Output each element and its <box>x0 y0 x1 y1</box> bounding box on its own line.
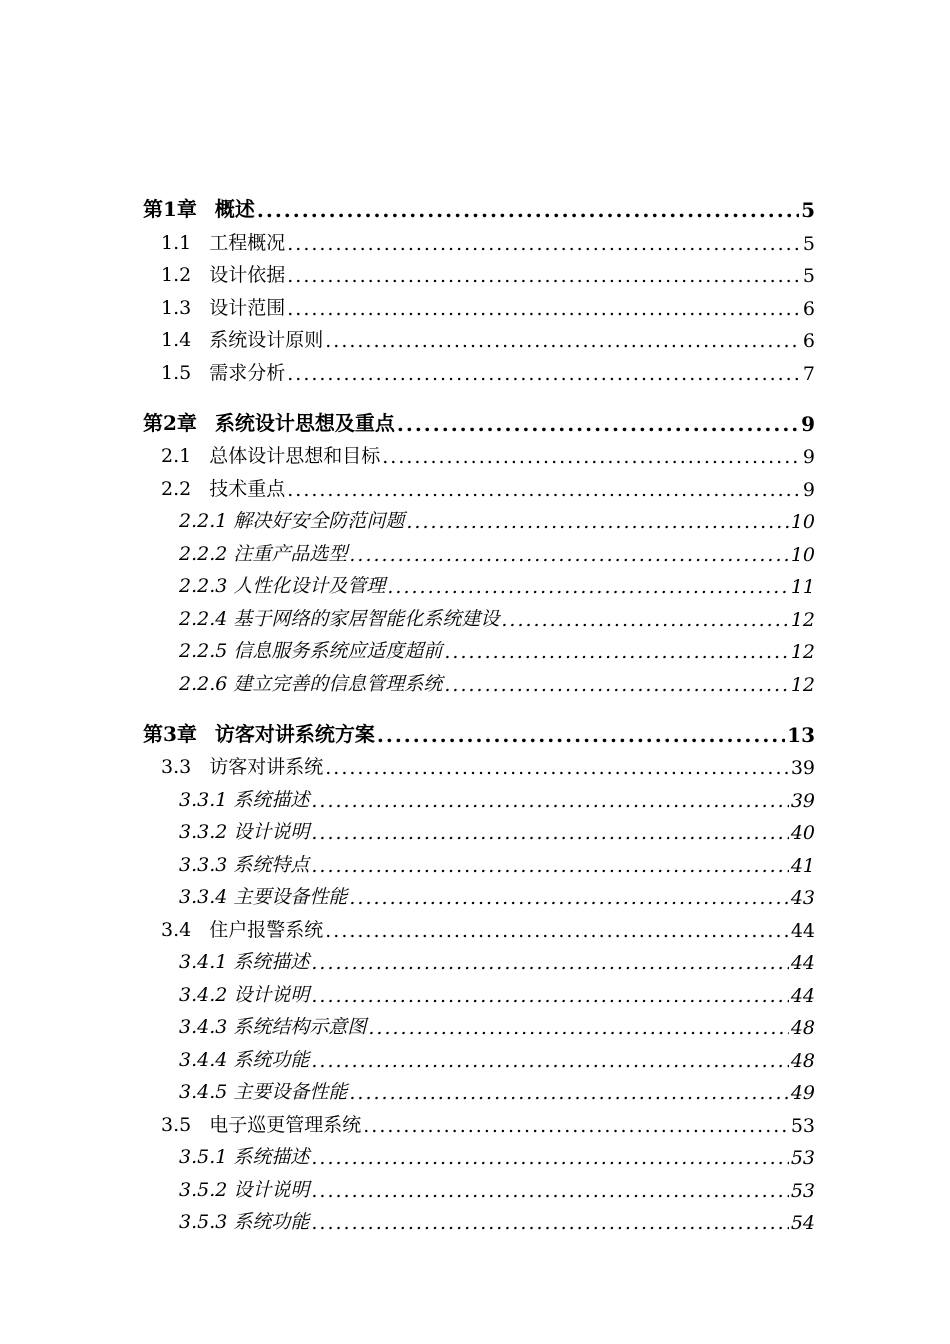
toc-entry-label <box>161 441 380 468</box>
toc-entry-page-number: 5 <box>802 232 815 255</box>
toc-entry-level-3[interactable] <box>143 533 815 566</box>
toc-entry-label <box>179 850 309 877</box>
toc-entry-page-number: 12 <box>790 608 815 631</box>
toc-entry-level-3[interactable] <box>143 942 815 975</box>
toc-entry-title: 系统功能 <box>233 1048 310 1071</box>
toc-entry-page-number: 9 <box>802 478 815 501</box>
toc-entry-level-3[interactable] <box>143 1007 815 1040</box>
dot-leader <box>382 446 801 468</box>
dot-leader <box>444 641 788 663</box>
dot-leader <box>349 1082 788 1104</box>
toc-entry-level-2[interactable] <box>143 255 815 288</box>
toc-entry-label <box>161 474 285 501</box>
toc-entry-number: 1.3 <box>161 296 192 319</box>
toc-entry-page-number: 44 <box>790 984 815 1007</box>
toc-entry-label <box>161 293 285 320</box>
toc-entry-number: 3.4.5 <box>179 1081 228 1103</box>
toc-entry-label <box>179 571 385 598</box>
toc-entry-label <box>161 260 285 287</box>
toc-entry-number: 2.2.1 <box>179 510 228 532</box>
toc-entry-label <box>161 228 285 255</box>
toc-entry-title: 工程概况 <box>209 231 286 254</box>
toc-entry-page-number: 53 <box>790 1114 815 1137</box>
toc-entry-level-3[interactable] <box>143 1039 815 1072</box>
toc-entry-page-number: 40 <box>790 822 815 844</box>
toc-entry-page-number: 6 <box>802 297 815 320</box>
toc-entry-label <box>179 882 347 909</box>
table-of-contents <box>143 175 815 1234</box>
dot-leader <box>311 952 788 974</box>
toc-entry-label <box>179 506 404 533</box>
toc-entry-number: 3.5.2 <box>179 1178 228 1201</box>
toc-entry-level-3[interactable] <box>143 663 815 696</box>
toc-entry-level-2[interactable] <box>143 436 815 469</box>
toc-entry-label <box>161 1110 361 1137</box>
toc-entry-level-3[interactable] <box>143 1137 815 1170</box>
dot-leader <box>257 198 799 222</box>
toc-entry-page-number: 39 <box>790 757 815 779</box>
toc-entry-number: 2.2 <box>161 477 192 500</box>
toc-entry-number: 2.2.2 <box>179 542 228 565</box>
toc-entry-title: 主要设备性能 <box>233 1081 348 1103</box>
toc-entry-title: 总体设计思想和目标 <box>209 445 381 467</box>
toc-entry-level-3[interactable] <box>143 877 815 910</box>
toc-entry-page-number: 5 <box>802 265 815 287</box>
toc-entry-title: 住户报警系统 <box>209 918 324 941</box>
dot-leader <box>311 855 788 877</box>
toc-entry-title: 信息服务系统应适度超前 <box>233 640 443 662</box>
toc-entry-number: 3.3.3 <box>179 853 228 876</box>
toc-entry-title: 建立完善的信息管理系统 <box>233 672 443 695</box>
toc-entry-number: 第1章 <box>143 197 197 221</box>
dot-leader <box>397 412 799 436</box>
toc-entry-page-number: 49 <box>790 1082 815 1104</box>
toc-entry-number: 1.5 <box>161 361 192 384</box>
toc-entry-title: 访客对讲系统 <box>209 756 324 778</box>
toc-entry-label <box>161 325 323 352</box>
dot-leader <box>406 511 788 533</box>
dot-leader <box>311 985 788 1007</box>
toc-entry-title: 解决好安全防范问题 <box>233 510 405 532</box>
toc-entry-title: 系统设计原则 <box>209 329 324 351</box>
toc-entry-label <box>143 193 255 222</box>
toc-entry-label <box>179 785 309 812</box>
toc-entry-level-3[interactable] <box>143 844 815 877</box>
toc-entry-number: 3.5.1 <box>179 1146 228 1168</box>
toc-entry-page-number: 12 <box>790 673 815 696</box>
toc-entry-level-3[interactable] <box>143 1072 815 1105</box>
toc-entry-label <box>179 604 499 631</box>
toc-entry-title: 设计范围 <box>209 296 286 319</box>
toc-entry-label <box>161 752 323 779</box>
dot-leader <box>287 233 801 255</box>
dot-leader <box>287 363 801 385</box>
toc-entry-number: 2.2.4 <box>179 607 228 630</box>
toc-entry-title: 主要设备性能 <box>233 886 348 908</box>
toc-entry-level-2[interactable] <box>143 909 815 942</box>
toc-entry-page-number: 7 <box>802 362 815 385</box>
dot-leader <box>311 822 788 844</box>
toc-entry-title: 系统功能 <box>233 1211 310 1233</box>
toc-entry-number: 1.2 <box>161 264 192 286</box>
toc-entry-level-1[interactable] <box>143 175 815 222</box>
toc-entry-page-number: 5 <box>801 198 815 222</box>
toc-entry-level-2[interactable] <box>143 747 815 780</box>
toc-entry-label <box>179 539 347 566</box>
toc-entry-number: 3.4.1 <box>179 951 228 973</box>
toc-entry-title: 系统描述 <box>233 788 310 811</box>
dot-leader <box>363 1115 789 1137</box>
toc-entry-level-3[interactable] <box>143 779 815 812</box>
toc-entry-title: 技术重点 <box>209 477 286 500</box>
toc-entry-level-3[interactable] <box>143 631 815 664</box>
toc-entry-level-2[interactable] <box>143 352 815 385</box>
toc-entry-label <box>179 817 309 844</box>
dot-leader <box>325 920 789 942</box>
toc-entry-page-number: 10 <box>790 543 815 566</box>
toc-entry-title: 电子巡更管理系统 <box>209 1113 362 1136</box>
toc-entry-number: 3.3 <box>161 756 192 778</box>
toc-entry-number: 1.1 <box>161 231 192 254</box>
toc-entry-number: 3.4.3 <box>179 1016 228 1038</box>
dot-leader <box>349 887 788 909</box>
toc-entry-title: 设计依据 <box>209 264 286 286</box>
toc-entry-label <box>143 407 395 436</box>
toc-entry-page-number: 9 <box>802 446 815 468</box>
toc-entry-label <box>179 1012 366 1039</box>
toc-entry-title: 基于网络的家居智能化系统建设 <box>233 607 500 630</box>
toc-entry-level-2[interactable] <box>143 1104 815 1137</box>
toc-entry-page-number: 53 <box>790 1179 815 1202</box>
toc-entry-page-number: 48 <box>790 1049 815 1072</box>
toc-entry-page-number: 53 <box>790 1147 815 1169</box>
toc-entry-label <box>179 1142 309 1169</box>
toc-entry-number: 3.3.1 <box>179 788 228 811</box>
toc-entry-title: 系统特点 <box>233 853 310 876</box>
toc-entry-level-3[interactable] <box>143 566 815 599</box>
toc-entry-number: 2.2.5 <box>179 640 228 662</box>
dot-leader <box>501 609 788 631</box>
toc-entry-title: 系统设计思想及重点 <box>214 410 395 435</box>
dot-leader <box>287 298 801 320</box>
toc-entry-number: 3.4 <box>161 918 192 941</box>
toc-entry-page-number: 13 <box>787 722 815 747</box>
toc-entry-title: 访客对讲系统方案 <box>214 721 375 746</box>
toc-entry-page-number: 44 <box>790 919 815 942</box>
toc-entry-level-3[interactable] <box>143 1169 815 1202</box>
toc-entry-number: 2.2.6 <box>179 672 228 695</box>
toc-entry-title: 注重产品选型 <box>233 542 348 565</box>
dot-leader <box>349 544 788 566</box>
toc-entry-title: 需求分析 <box>209 361 286 384</box>
toc-entry-label <box>179 980 309 1007</box>
toc-entry-page-number: 12 <box>790 641 815 663</box>
dot-leader <box>287 265 801 287</box>
toc-entry-level-1[interactable] <box>143 389 815 436</box>
dot-leader <box>311 1212 788 1234</box>
toc-entry-level-3[interactable] <box>143 812 815 845</box>
toc-entry-level-2[interactable] <box>143 287 815 320</box>
toc-entry-label <box>179 947 309 974</box>
toc-entry-title: 系统描述 <box>233 951 310 973</box>
toc-entry-page-number: 48 <box>790 1017 815 1039</box>
toc-entry-label <box>179 1077 347 1104</box>
toc-entry-page-number: 43 <box>790 887 815 909</box>
toc-entry-label <box>179 1045 309 1072</box>
toc-entry-level-3[interactable] <box>143 501 815 534</box>
toc-entry-number: 第2章 <box>143 410 197 435</box>
toc-entry-number: 3.4.2 <box>179 983 228 1006</box>
dot-leader <box>311 1147 788 1169</box>
toc-entry-title: 概述 <box>214 197 255 221</box>
dot-leader <box>325 757 789 779</box>
toc-entry-number: 1.4 <box>161 329 192 351</box>
dot-leader <box>311 790 788 812</box>
toc-entry-level-2[interactable] <box>143 222 815 255</box>
toc-entry-label <box>179 669 442 696</box>
toc-entry-number: 3.3.2 <box>179 821 228 843</box>
toc-entry-title: 设计说明 <box>233 983 310 1006</box>
toc-entry-page-number: 9 <box>801 411 815 436</box>
dot-leader <box>325 330 801 352</box>
dot-leader <box>311 1180 788 1202</box>
toc-entry-page-number: 54 <box>790 1212 815 1234</box>
toc-entry-page-number: 10 <box>790 511 815 533</box>
toc-entry-level-3[interactable] <box>143 974 815 1007</box>
toc-entry-title: 系统结构示意图 <box>233 1016 367 1038</box>
toc-entry-level-3[interactable] <box>143 598 815 631</box>
toc-entry-number: 3.5 <box>161 1113 192 1136</box>
toc-entry-label <box>179 636 442 663</box>
toc-entry-page-number: 44 <box>790 952 815 974</box>
toc-entry-title: 人性化设计及管理 <box>233 575 386 597</box>
toc-entry-number: 2.1 <box>161 445 192 467</box>
toc-entry-label <box>161 915 323 942</box>
dot-leader <box>287 479 801 501</box>
toc-entry-level-2[interactable] <box>143 320 815 353</box>
toc-entry-level-2[interactable] <box>143 468 815 501</box>
toc-entry-title: 系统描述 <box>233 1146 310 1168</box>
toc-entry-label <box>143 718 375 747</box>
toc-entry-number: 3.3.4 <box>179 886 228 908</box>
toc-entry-label <box>179 1175 309 1202</box>
dot-leader <box>444 674 788 696</box>
toc-entry-page-number: 11 <box>790 576 815 598</box>
toc-entry-page-number: 39 <box>790 789 815 812</box>
toc-entry-number: 3.5.3 <box>179 1211 228 1233</box>
dot-leader <box>377 723 785 747</box>
dot-leader <box>387 576 788 598</box>
dot-leader <box>311 1050 788 1072</box>
toc-entry-level-3[interactable] <box>143 1202 815 1235</box>
toc-entry-number: 第3章 <box>143 721 197 746</box>
toc-entry-page-number: 41 <box>790 854 815 877</box>
dot-leader <box>368 1017 788 1039</box>
toc-entry-level-1[interactable] <box>143 700 815 747</box>
toc-entry-label <box>161 358 285 385</box>
toc-entry-number: 3.4.4 <box>179 1048 228 1071</box>
toc-entry-title: 设计说明 <box>233 1178 310 1201</box>
toc-entry-number: 2.2.3 <box>179 575 228 597</box>
toc-entry-title: 设计说明 <box>233 821 310 843</box>
toc-entry-page-number: 6 <box>802 330 815 352</box>
toc-entry-label <box>179 1207 309 1234</box>
